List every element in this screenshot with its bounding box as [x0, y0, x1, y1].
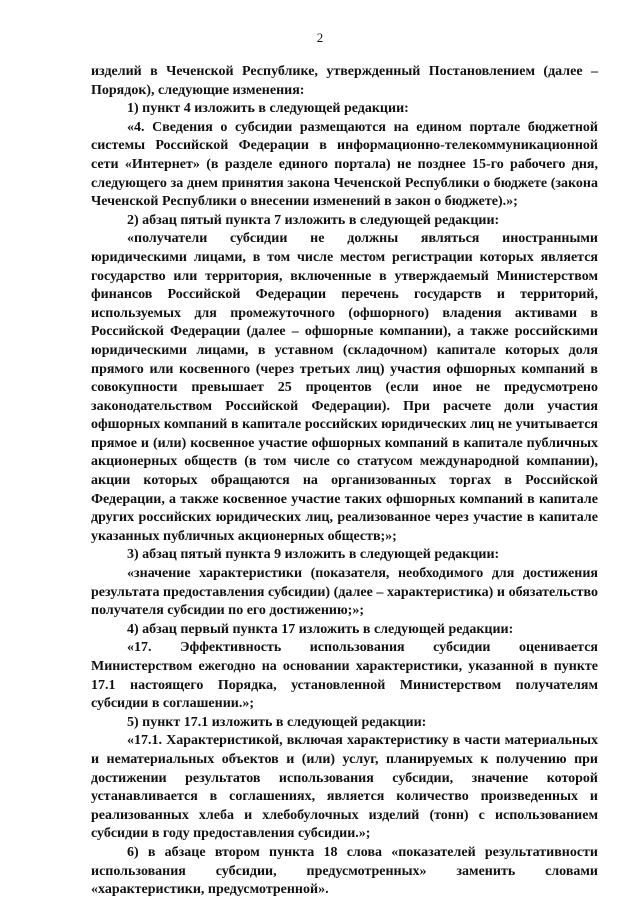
paragraph: изделий в Чеченской Республике, утвержденный Постановлением (далее – Порядок), следующие изменения: — [91, 64, 598, 98]
paragraph: 3) абзац пятый пункта 9 изложить в следующей редакции: — [127, 547, 500, 563]
paragraph: «значение характеристики (показателя, необходимого для достижения результата предоставления субсидии) (далее – характеристика) и обязательство получателя субсидии по его достижению;»; — [91, 566, 598, 619]
document-body — [91, 63, 598, 900]
paragraph: «17. Эффективность использования субсидии оценивается Министерством ежегодно на основании характеристики, указанной в пункте 17.1 настоящего Порядка, установленной Министерством получателям субсидии в соглашении.»; — [91, 640, 598, 712]
paragraph: «4. Сведения о субсидии размещаются на едином портале бюджетной системы Российской Федерации в информационно-телекоммуникационной сети «Интернет» (в разделе единого портала) не позднее 15-го рабочего дня, следующего за днем принятия закона Чеченской Республики о бюджете (закона Чеченской Республики о внесении изменений в закон о бюджете).»; — [91, 119, 598, 210]
paragraph: «17.1. Характеристикой, включая характеристику в части материальных и нематериальных объектов и (или) услуг, планируемых к получению при достижении результатов использования субсидии, значение которой устанавливается в соглашениях, является количество произведенных и реализованных хлеба и хлебобулочных изделий (тонн) с использованием субсидии в году предоставления субсидии.»; — [91, 733, 598, 842]
paragraph: 6) в абзаце втором пункта 18 слова «показателей результативности использования субсидии, предусмотренных» заменить словами «характеристики, предусмотренной». — [91, 844, 598, 898]
paragraph: 4) абзац первый пункта 17 изложить в следующей редакции: — [127, 621, 514, 637]
paragraph: 2) абзац пятый пункта 7 изложить в следующей редакции: — [127, 212, 500, 228]
page-number: 2 — [316, 30, 324, 45]
paragraph: 1) пункт 4 изложить в следующей редакции: — [127, 101, 409, 117]
paragraph: 5) пункт 17.1 изложить в следующей редакции: — [127, 714, 427, 730]
paragraph: «получатели субсидии не должны являться иностранными юридическими лицами, в том числе местом регистрации которых является государство или территория, включенные в утверждаемый Министерством финансов Российской Федерации перечень государств и территорий, используемых для промежуточного (офшорного) владения активами в Российской Федерации (далее – офшорные компании), а также российскими юридическими лицами, в уставном (складочном) капитале которых доля прямого или косвенного (через третьих лиц) участия офшорных компаний в совокупности превышает 25 процентов (если иное не предусмотрено законодательством Российской Федерации). При расчете доли участия офшорных компаний в капитале российских юридических лиц не учитывается прямое и (или) косвенное участие офшорных компаний в капитале публичных акционерных обществ (в том числе со статусом международной компании), акции которых обращаются на организованных торгах в Российской Федерации, а также косвенное участие таких офшорных компаний в капитале других российских юридических лиц, реализованное через участие в капитале указанных публичных акционерных обществ;»; — [91, 231, 598, 544]
